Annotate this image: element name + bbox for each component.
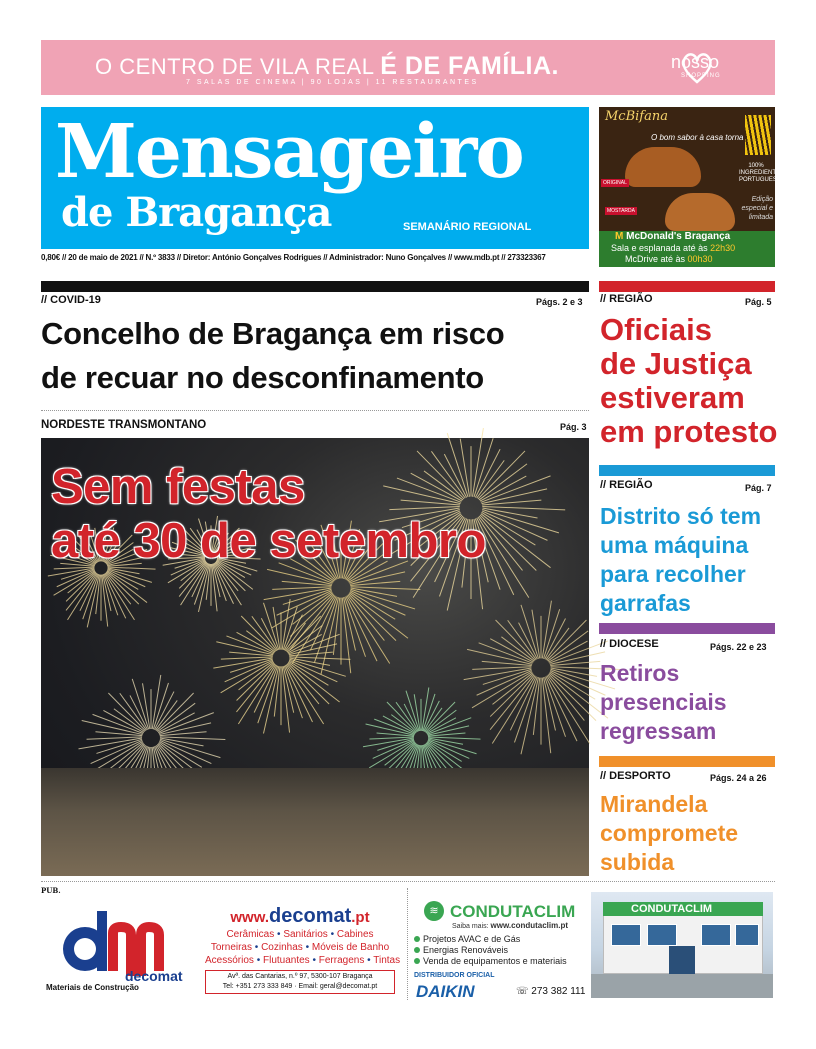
bullet-icon: [414, 936, 420, 942]
divider: [41, 410, 589, 411]
bullet-icon: [414, 958, 420, 964]
store-window: [701, 924, 731, 946]
condutaclim-store-photo: [591, 892, 773, 998]
sidebar-pages: Págs. 22 e 23: [710, 642, 767, 652]
sidebar-headline-oficiais[interactable]: Oficiais de Justiça estiveram em protesto: [600, 312, 778, 449]
masthead-subtitle: de Bragança: [61, 189, 332, 236]
decomat-url[interactable]: www.decomat.pt: [230, 905, 370, 927]
decomat-logo-word: decomat: [125, 968, 183, 984]
photo-pages: Pág. 3: [560, 422, 587, 432]
condutaclim-url[interactable]: Saiba mais: www.condutaclim.pt: [452, 921, 569, 930]
decomat-address: Avª. das Cantarias, n.º 97, 5300-107 Bragança Tel: +351 273 333 849 · Email: geral@decomat.pt: [205, 970, 395, 994]
phone-icon: ☏: [516, 986, 529, 997]
sidebar-headline-retiros[interactable]: Retiros presenciais regressam: [600, 660, 727, 744]
mc-ad-brand: McBifana: [605, 109, 668, 124]
divider: [41, 881, 775, 882]
pub-label: PUB.: [41, 886, 61, 895]
mcdonalds-ad[interactable]: [599, 107, 785, 267]
distributor-label: DISTRIBUIDOR OFICIAL: [414, 972, 495, 979]
sidebar-headline-distrito[interactable]: Distrito só tem uma máquina para recolher garrafas: [600, 503, 762, 616]
section-bar: [41, 281, 589, 292]
store-sign: CONDUTACLIM: [631, 903, 713, 915]
store-forecourt: [591, 974, 773, 998]
sidebar-section: // DESPORTO: [600, 770, 671, 782]
masthead: [41, 107, 589, 249]
mc-edition-note: Edição especial e limitada: [741, 196, 773, 221]
decomat-subtitle: Materiais de Construção: [46, 983, 139, 992]
sandwich-image: [665, 193, 735, 231]
lead-section-label: // COVID-19: [41, 294, 101, 306]
store-window: [647, 924, 677, 946]
store-door: [669, 946, 695, 974]
condutaclim-ad[interactable]: [410, 888, 775, 1000]
banner-brand: nosso: [671, 52, 720, 72]
decomat-products: Cerâmicas • Sanitários • Cabines Torneiras • Cozinhas • Móveis de Banho Acessórios • Flutuantes • Ferragens • Tintas: [205, 929, 401, 966]
mc-label-original: ORIGINAL: [603, 180, 627, 186]
condutaclim-name: CONDUTACLIM: [450, 902, 576, 921]
sidebar-section: // REGIÃO: [600, 293, 653, 305]
mc-badge: 100% INGREDIENTES PORTUGUESES: [739, 163, 785, 183]
photo-headline: Sem festas até 30 de setembro: [51, 460, 486, 568]
fireworks-photo[interactable]: [41, 438, 589, 876]
lead-headline[interactable]: Concelho de Bragança em risco de recuar no desconfinamento: [41, 316, 505, 395]
bullet-icon: [414, 947, 420, 953]
photo-section-label: NORDESTE TRANSMONTANO: [41, 419, 207, 431]
decomat-logo[interactable]: [55, 903, 185, 983]
firework-burst: [464, 601, 621, 755]
mc-hours-drive: McDrive até às 00h30: [625, 254, 713, 264]
sidebar-section: // REGIÃO: [600, 479, 653, 491]
divider: [407, 888, 408, 1000]
banner-brand-sub: SHOPPING: [681, 73, 721, 79]
sidebar-bar-diocese: [599, 623, 775, 634]
lead-pages: Págs. 2 e 3: [536, 297, 583, 307]
decomat-ad[interactable]: [205, 905, 401, 994]
condutaclim-services: Projetos AVAC e de Gás Energias Renováveis Venda de equipamentos e materiais: [414, 934, 567, 967]
issue-info-line: 0,80€ // 20 de maio de 2021 // N.º 3833 // Diretor: António Gonçalves Rodrigues // Administrador: Nuno Gonçalves // www.mdb.pt // 273323367: [41, 253, 546, 262]
sidebar-bar-desporto: [599, 756, 775, 767]
fries-illustration: [745, 115, 771, 155]
top-banner-ad[interactable]: [41, 40, 775, 95]
store-window: [611, 924, 641, 946]
banner-slogan: O CENTRO DE VILA REAL É DE FAMÍLIA.: [95, 52, 559, 80]
masthead-title: Mensageiro: [55, 109, 523, 195]
condutaclim-logo-icon: ≋: [424, 901, 444, 921]
condutaclim-phone[interactable]: ☏ 273 382 111: [516, 986, 586, 997]
sidebar-headline-mirandela[interactable]: Mirandela compromete subida: [600, 791, 739, 875]
mc-label-mostarda: MOSTARDA: [607, 208, 635, 214]
sidebar-pages: Pág. 5: [745, 297, 772, 307]
daikin-logo: DAIKIN: [416, 982, 475, 1001]
masthead-tagline: SEMANÁRIO REGIONAL: [403, 221, 532, 233]
banner-subline: 7 SALAS DE CINEMA | 90 LOJAS | 11 RESTAURANTES: [186, 79, 479, 86]
sidebar-section: // DIOCESE: [600, 638, 659, 650]
golden-arches-icon: M: [615, 231, 624, 242]
mc-ad-tagline: O bom sabor à casa torna: [651, 133, 744, 142]
town-skyline: [41, 768, 589, 876]
sidebar-bar-regiao: [599, 465, 775, 476]
store-window: [735, 924, 759, 946]
sidebar-pages: Pág. 7: [745, 483, 772, 493]
sidebar-pages: Págs. 24 a 26: [710, 773, 767, 783]
mc-hours-dinein: Sala e esplanada até às 22h30: [611, 243, 736, 253]
sidebar-bar-regiao: [599, 281, 775, 292]
sandwich-image: [625, 147, 701, 187]
mc-store-name: M McDonald's Bragança: [615, 231, 731, 242]
